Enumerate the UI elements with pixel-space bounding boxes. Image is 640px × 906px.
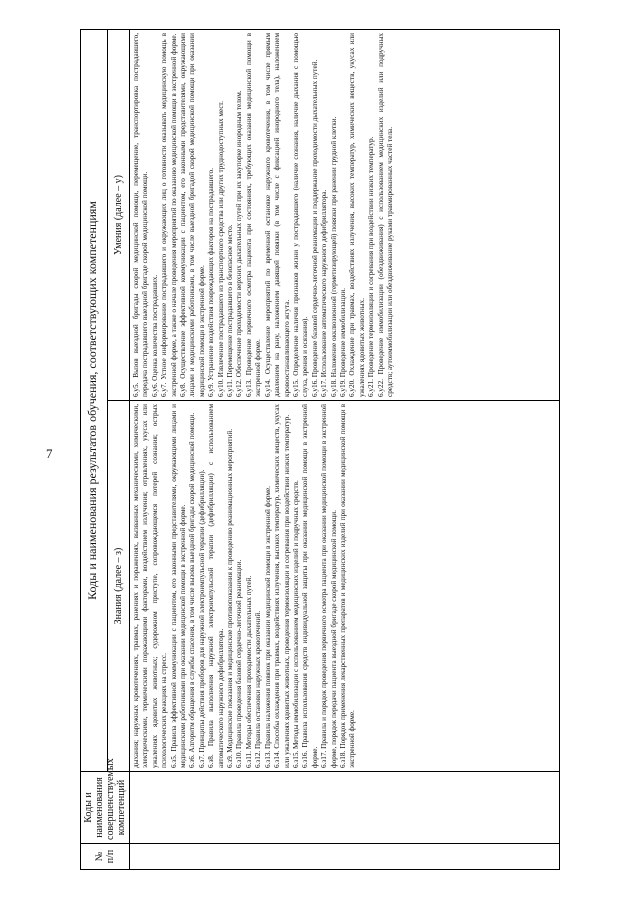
knowledge-item: 6.з9. Медицинские показания и медицинские противопоказания к проведению реанимационных мероприятий. (226, 428, 235, 768)
skill-item: 6.у20. Охлаждение при травмах, воздействиях излучения, высоких температур, химических веществ, укусах или ужалениях ядовитых животных. (348, 32, 366, 397)
knowledge-item: 6.з14. Способы охлаждения при травмах, воздействиях излучения, высоких температур, химических веществ, укусах или ужалениях ядовитых животных, проведения термоизоляции и согревания при воздействии низких температур. (273, 404, 291, 768)
header-codes: Коды и наименования совершенствуемых компетенций (81, 772, 130, 844)
skill-item: 6.у13. Проведение первичного осмотра пациента при состояниях, требующих оказания медицинской помощи в экстренной форме. (244, 32, 263, 397)
skill-item: 6.у10. Извлечение пострадавшего из транспортного средства или других труднодоступных мест. (216, 101, 225, 397)
knowledge-cell (130, 401, 560, 772)
knowledge-item: 6.з15. Методы иммобилизации с использованием медицинских изделий и подручных средств. (291, 480, 300, 768)
skill-item: 6.у9. Устранение воздействия повреждающих факторов на пострадавшего. (207, 168, 216, 397)
knowledge-item: 6.з8. Правила выполнения наружной электроимпульсной терапии (дефибрилляции) с использованием автоматического наружного дефибриллятора. (207, 404, 225, 768)
rotated-page (80, 30, 560, 870)
knowledge-item: 6.з6. Алгоритм обращения в службы спасения, в том числе вызова выездной бригады скорой медицинской помощи. (188, 412, 197, 768)
skill-item: 6.у15. Определение наличия признаков жизни у пострадавшего (наличие сознания, наличие дыхания с помощью слуха, зрения и осязания). (291, 32, 310, 397)
knowledge-item: 6.з16. Правила использования средств индивидуальной защиты при оказании медицинской помощи в экстренной форме. (301, 404, 319, 768)
knowledge-item: 6.з5. Правила эффективной коммуникации с пациентом, его законными представителями, окружающими лицами и медицинскими работниками при оказании медицинской помощи в экстренной форме. (169, 404, 188, 768)
skills-cell (130, 29, 560, 400)
skill-item: 6.у11. Перемещение пострадавшего в безопасное место. (226, 224, 235, 397)
cell-number (130, 844, 560, 870)
competency-table (80, 29, 560, 870)
knowledge-item: 6.з11. Методы обеспечения проходимости дыхательных путей. (244, 575, 253, 768)
skill-item: 6.у17. Использование автоматического наружного дефибриллятора. (320, 189, 329, 397)
skill-item: 6.у5. Вызов выездной бригады скорой медицинской помощи, перемещение, транспортировка пострадавшего, передача пострадавшего выездной бригаде скорой медицинской помощи. (132, 32, 150, 397)
knowledge-item: 6.з7. Принципы действия приборов для наружной электроимпульсной терапии (дефибрилляции). (197, 469, 206, 768)
skill-item: 6.у22. Проведение иммобилизации (обездвиживания) с использованием медицинских изделий или подручных средств; аутоиммобилизации или обездвиживание руками травмированных частей тела. (376, 32, 394, 397)
page-number: 7 (46, 446, 53, 461)
skill-item: 6.у16. Проведение базовой сердечно-легочной реанимации и поддержание проходимости дыхательных путей. (310, 59, 319, 397)
knowledge-item: дыхания; наружных кровотечениях, травмах, ранениях и поражениях, вызванных механическими, химическими, электрическими, термическими поражающими факторами, воздействием излучения; отравлениях, укусах или ужалениях ядовитых животных; судорожном приступе, сопровождающемся потерей сознания; острых психологических реакциях на стресс. (132, 404, 169, 768)
header-skills: Умения (далее – у) (107, 29, 129, 400)
knowledge-item: 6.з17. Правила и порядок проведения первичного осмотра пациента при оказании медицинской помощи в экстренной форме, порядок передачи пациента выездной бригаде скорой медицинской помощи. (320, 404, 338, 768)
knowledge-item: 6.з13. Правила наложения повязок при оказании медицинской помощи в экстренной форме. (263, 486, 272, 768)
skill-item: 6.у21. Проведение термоизоляции и согревания при воздействии низких температур. (367, 136, 376, 397)
skill-item: 6.у7. Устное информирование пострадавшего и окружающих лиц о готовности оказывать медицинскую помощь в экстренной форме, а также о начале проведения мероприятий по оказанию медицинской помощи в экстренной форме. (160, 32, 178, 397)
skill-item: 6.у6. Оценка количества пострадавших. (150, 274, 159, 397)
knowledge-item: 6.з10. Правила проведения базовой сердечно-легочной реанимации. (235, 559, 244, 768)
skill-item: 6.у18. Наложение окклюзионной (герметизирующей) повязки при ранении грудной клетки. (329, 116, 338, 397)
header-knowledge: Знания (далее – з) (107, 401, 129, 772)
knowledge-item: 6.з18. Порядок применения лекарственных препаратов и медицинских изделий при оказании медицинской помощи в экстренной форме. (338, 404, 357, 768)
header-title: Коды и наименования результатов обучения, соответствующих компетенциям (81, 29, 108, 771)
skill-item: 6.у14. Осуществление мероприятий по временной остановке наружного кровотечения, в том числе прямым давлением на рану, наложением давящей повязки (в том числе с фиксацией инородного тела), наложением кровоостанавливающего жгута. (263, 32, 291, 397)
header-number: № п/п (81, 844, 130, 870)
skill-item: 6.у12. Обеспечение проходимости верхних дыхательных путей при их закупорке инородным телом. (235, 90, 244, 397)
cell-codes (130, 772, 560, 844)
skill-item: 6.у19. Проведение иммобилизации. (338, 288, 347, 397)
skill-item: 6.у8. Осуществление эффективной коммуникации с пациентом, его законными представителями, окружающими лицами и медицинскими работниками, в том числе выездной бригадой скорой медицинской помощи при оказании медицинской помощи в экстренной форме. (179, 32, 206, 397)
knowledge-item: 6.з12. Правила остановки наружных кровотечений. (254, 610, 263, 768)
